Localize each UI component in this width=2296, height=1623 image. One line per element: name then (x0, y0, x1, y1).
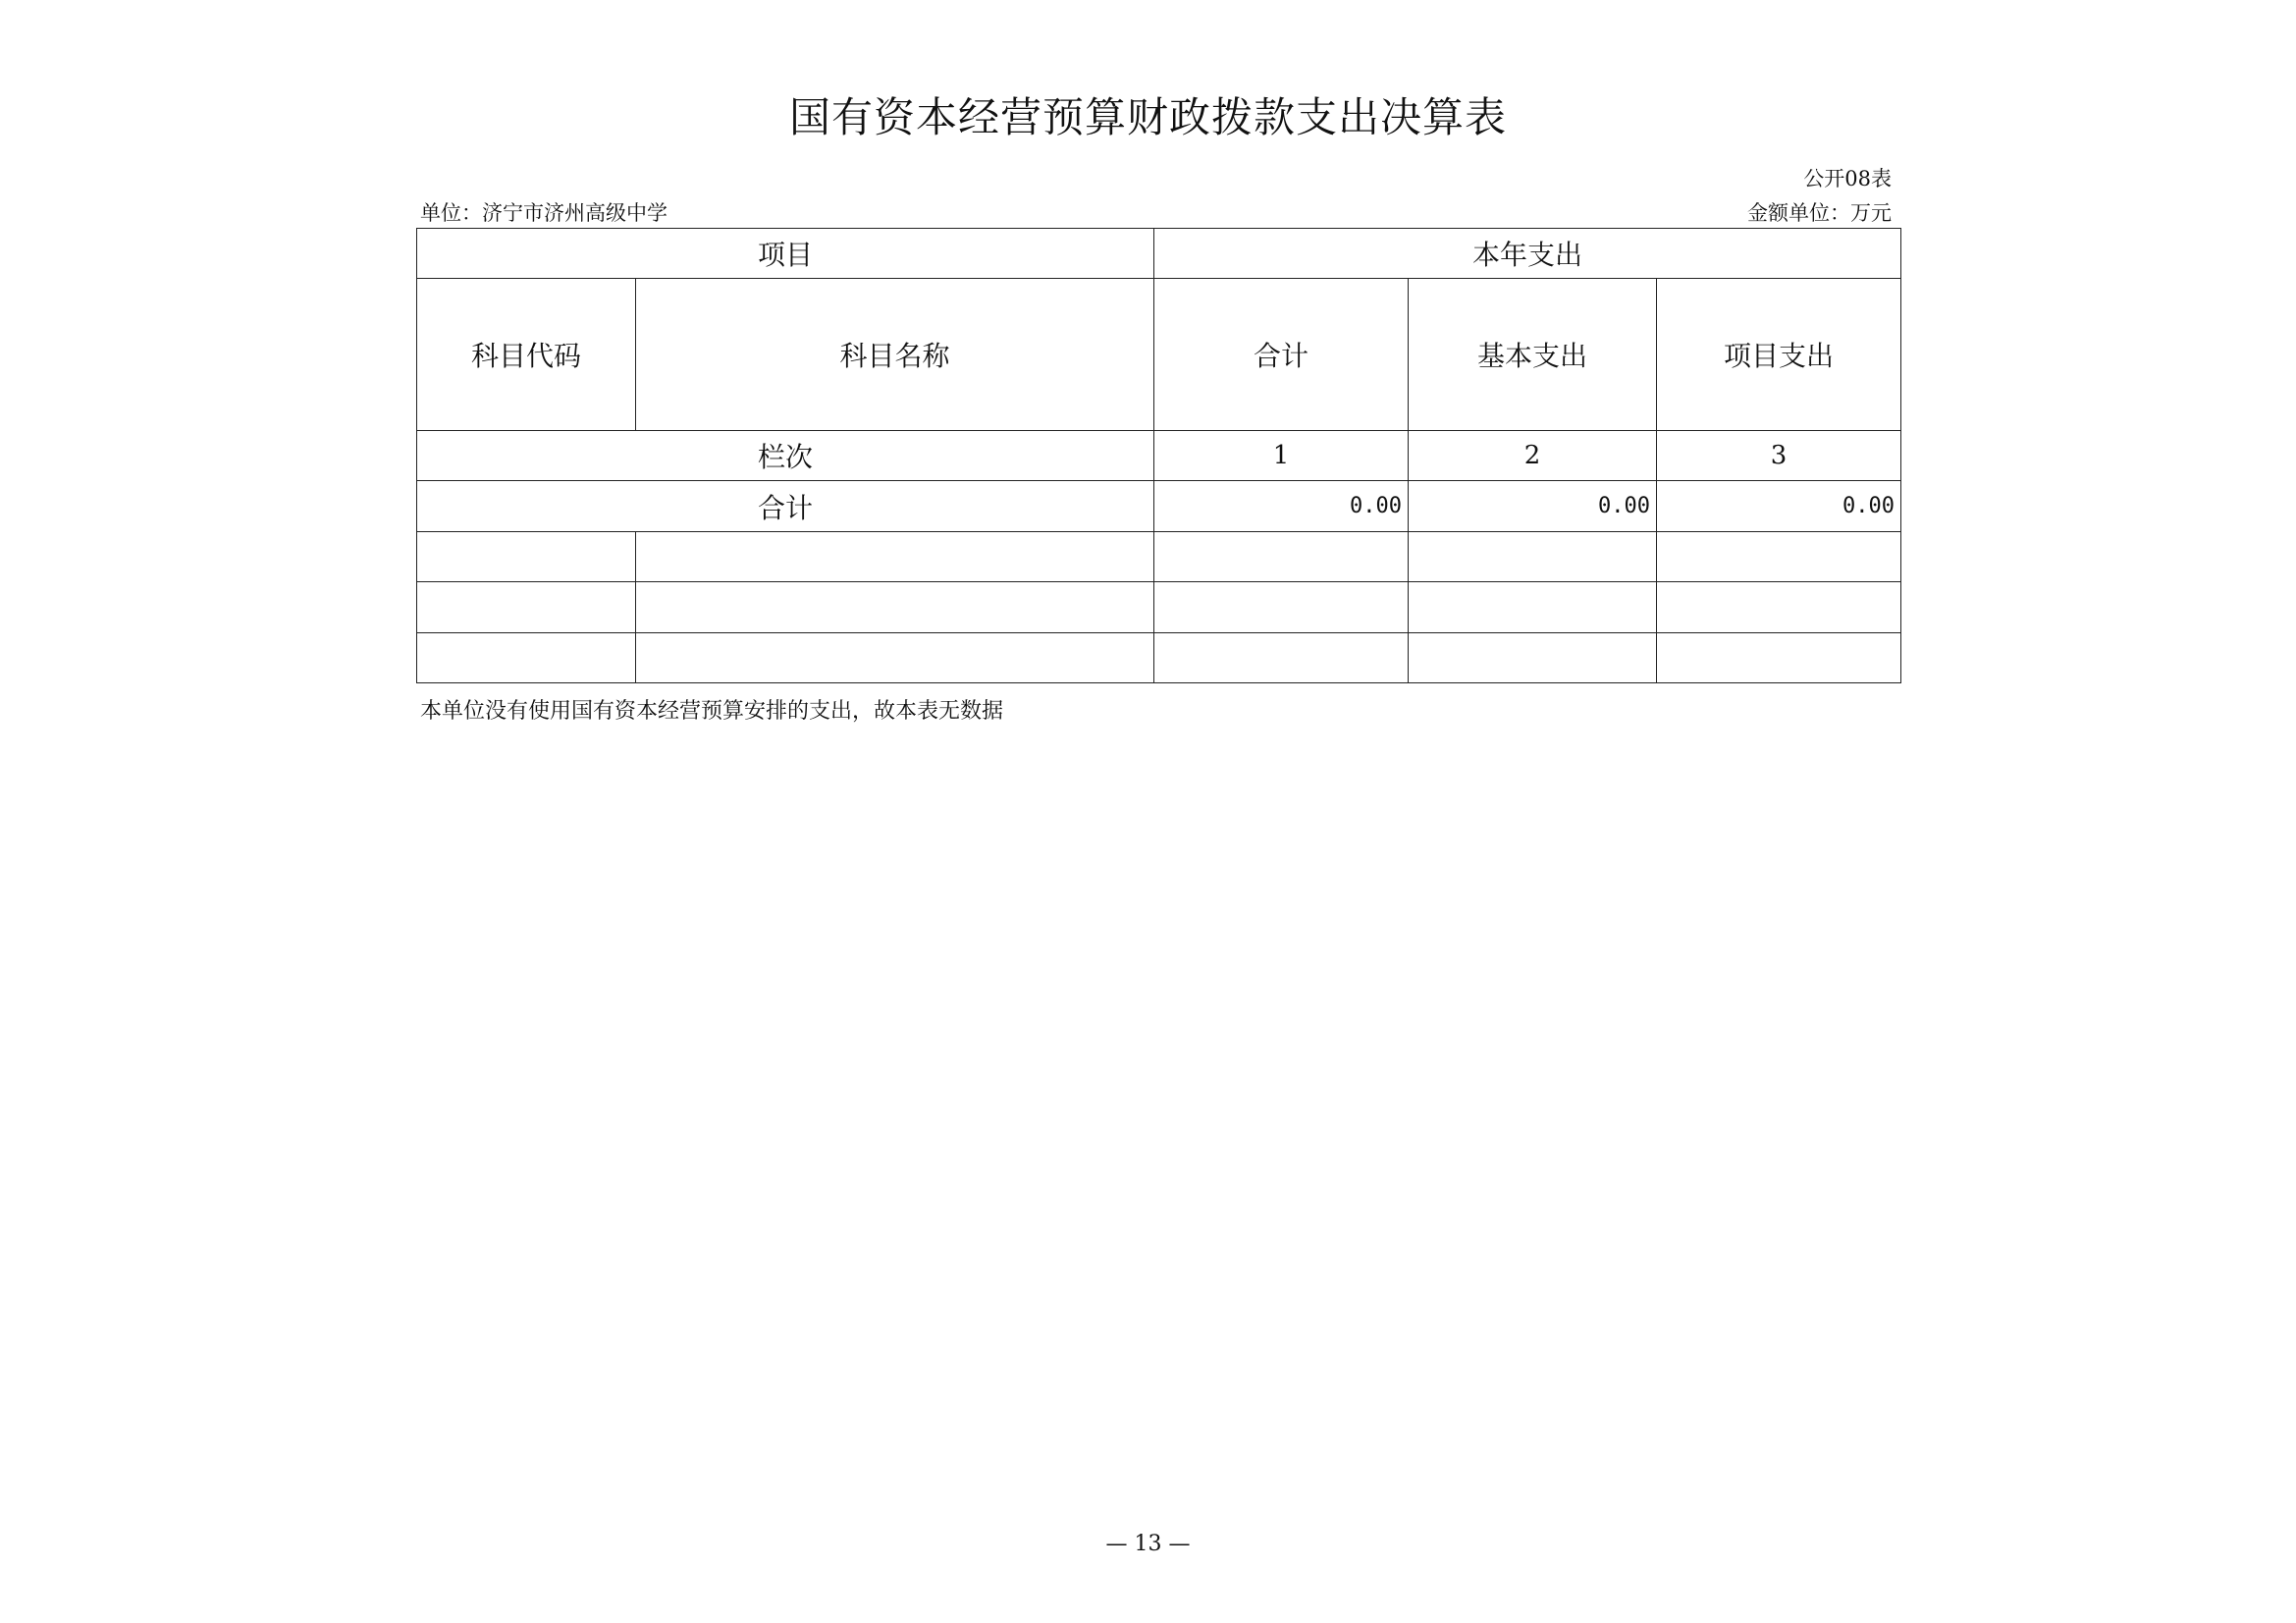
page-number: — 13 — (1105, 1532, 1191, 1556)
empty-cell (1409, 532, 1657, 582)
index-2: 2 (1409, 431, 1657, 481)
table-row (417, 582, 1901, 633)
empty-cell (1154, 532, 1409, 582)
header-row-columns (417, 279, 1901, 431)
row-index-label: 栏次 (417, 431, 1154, 481)
total-label: 合计 (417, 481, 1154, 532)
empty-cell (1657, 532, 1901, 582)
row-index (417, 431, 1901, 481)
empty-cell (1657, 633, 1901, 683)
empty-cell (636, 532, 1154, 582)
form-code: 公开08表 (1803, 167, 1892, 190)
empty-cell (1657, 582, 1901, 633)
table-note: 本单位没有使用国有资本经营预算安排的支出，故本表无数据 (420, 699, 1004, 724)
page-title: 国有资本经营预算财政拨款支出决算表 (788, 93, 1507, 141)
index-1: 1 (1154, 431, 1409, 481)
total-value-sum: 0.00 (1154, 481, 1409, 532)
amount-unit: 金额单位：万元 (1747, 201, 1892, 225)
header-item: 项目 (417, 229, 1154, 279)
col-project-expenditure: 项目支出 (1657, 279, 1901, 431)
table-row (417, 633, 1901, 683)
index-3: 3 (1657, 431, 1901, 481)
total-value-basic: 0.00 (1409, 481, 1657, 532)
col-subject-code: 科目代码 (417, 279, 636, 431)
reporting-unit: 单位：济宁市济州高级中学 (420, 201, 667, 225)
total-value-project: 0.00 (1657, 481, 1901, 532)
empty-cell (636, 633, 1154, 683)
empty-cell (417, 582, 636, 633)
header-current-year: 本年支出 (1154, 229, 1901, 279)
empty-cell (1409, 582, 1657, 633)
empty-cell (1154, 582, 1409, 633)
empty-cell (417, 532, 636, 582)
empty-cell (417, 633, 636, 683)
col-subject-name: 科目名称 (636, 279, 1154, 431)
expenditure-table (416, 228, 1901, 683)
header-row-top (417, 229, 1901, 279)
empty-cell (1409, 633, 1657, 683)
table-row (417, 532, 1901, 582)
row-total (417, 481, 1901, 532)
col-total: 合计 (1154, 279, 1409, 431)
empty-cell (636, 582, 1154, 633)
col-basic-expenditure: 基本支出 (1409, 279, 1657, 431)
empty-cell (1154, 633, 1409, 683)
